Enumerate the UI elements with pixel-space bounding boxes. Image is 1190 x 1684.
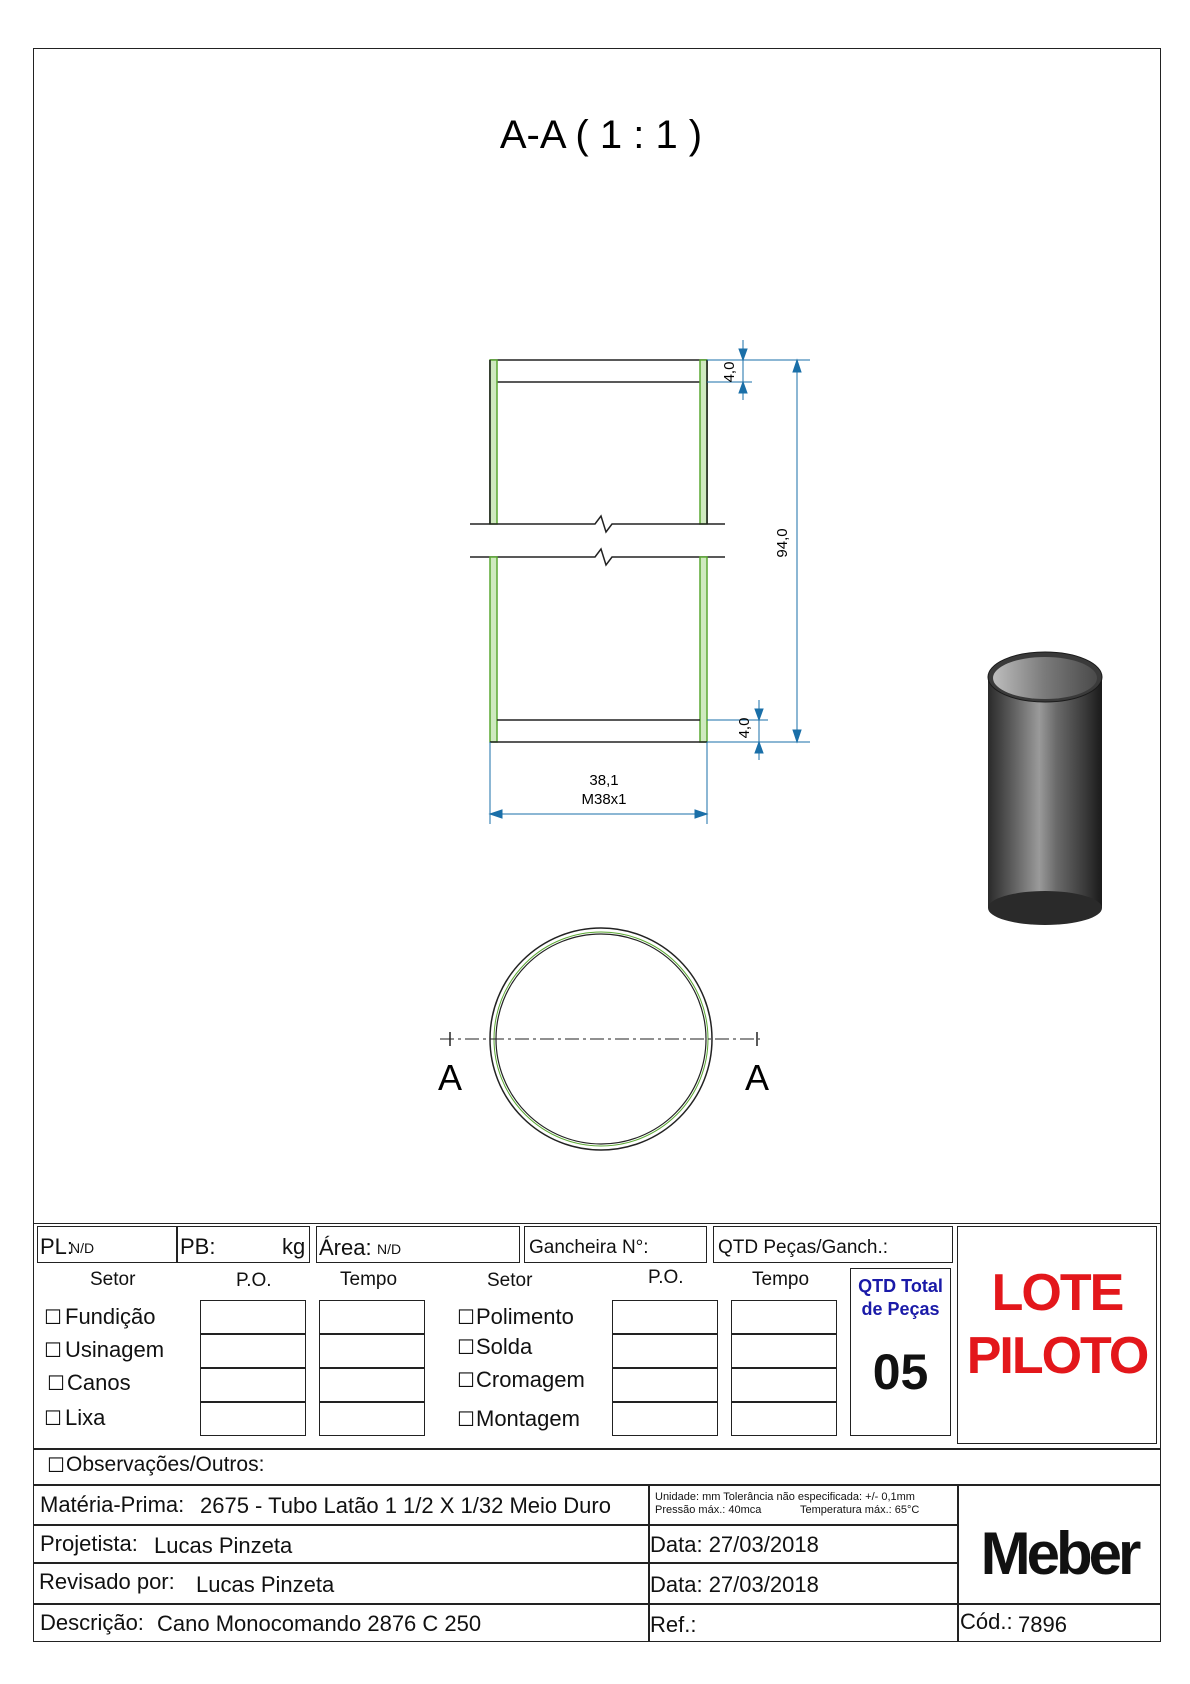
tempo-input-right-2[interactable] <box>731 1368 837 1402</box>
qtd-ganch-box <box>713 1226 953 1263</box>
tempo-input-right-3[interactable] <box>731 1402 837 1436</box>
checkbox-icon[interactable]: ☐ <box>457 1335 475 1359</box>
sector-label: Solda <box>476 1334 533 1359</box>
qtd-total-line1: QTD Total <box>858 1276 943 1296</box>
po-input-left-2[interactable] <box>200 1368 306 1402</box>
sector-label: Cromagem <box>476 1367 585 1392</box>
cod-label: Cód.: <box>960 1609 1013 1634</box>
view-title: A-A ( 1 : 1 ) <box>499 113 703 157</box>
observacoes-label: Observações/Outros: <box>66 1453 265 1476</box>
gancheira-box <box>524 1226 707 1263</box>
tempo-input-left-0[interactable] <box>319 1300 425 1334</box>
descricao-label: Descrição: <box>40 1610 144 1635</box>
materia-value: 2675 - Tubo Latão 1 1/2 X 1/32 Meio Duro <box>200 1493 611 1518</box>
col-po-right: P.O. <box>648 1267 684 1288</box>
dim-length: 94,0 <box>774 528 791 558</box>
section-mark-right: A <box>744 1057 770 1098</box>
area-box <box>316 1226 520 1263</box>
po-input-right-2[interactable] <box>612 1368 718 1402</box>
tempo-input-left-2[interactable] <box>319 1368 425 1402</box>
pl-value: N/D <box>70 1240 95 1256</box>
checkbox-icon[interactable]: ☐ <box>47 1371 65 1395</box>
col-setor-left: Setor <box>90 1269 136 1290</box>
descricao-value: Cano Monocomando 2876 C 250 <box>157 1611 482 1636</box>
col-tempo-left: Tempo <box>340 1269 398 1290</box>
sector-label: Usinagem <box>65 1337 165 1362</box>
po-input-right-3[interactable] <box>612 1402 718 1436</box>
po-input-right-0[interactable] <box>612 1300 718 1334</box>
gancheira-label: Gancheira N°: <box>529 1237 649 1258</box>
revisado-label: Revisado por: <box>39 1569 175 1594</box>
po-input-left-1[interactable] <box>200 1334 306 1368</box>
notes-line1: Unidade: mm Tolerância não especificada: +/- 0,1mm <box>655 1491 915 1503</box>
checkbox-icon[interactable]: ☐ <box>457 1407 475 1431</box>
checkbox-icon[interactable]: ☐ <box>44 1305 62 1329</box>
checkbox-icon[interactable]: ☐ <box>457 1305 475 1329</box>
pl-box <box>37 1226 177 1263</box>
checkbox-icon[interactable]: ☐ <box>457 1368 475 1392</box>
qtd-total-box <box>850 1268 951 1436</box>
sector-label: Montagem <box>476 1406 580 1431</box>
sector-label: Lixa <box>65 1405 106 1430</box>
divider <box>33 1562 957 1564</box>
section-view <box>470 360 725 742</box>
tube-3d-icon <box>988 652 1102 925</box>
notes-line2a: Pressão máx.: 40mca <box>655 1504 762 1516</box>
tempo-input-right-0[interactable] <box>731 1300 837 1334</box>
checkbox-icon[interactable]: ☐ <box>44 1338 62 1362</box>
lote-line1: LOTE <box>991 1264 1123 1322</box>
po-input-right-1[interactable] <box>612 1334 718 1368</box>
lote-line2: PILOTO <box>966 1327 1148 1385</box>
checkbox-icon[interactable]: ☐ <box>44 1406 62 1430</box>
dim-wall-top: 4,0 <box>721 361 738 383</box>
dim-diameter: 38,1 <box>589 772 619 789</box>
tempo-input-right-1[interactable] <box>731 1334 837 1368</box>
qtd-total-line2: de Peças <box>861 1299 940 1319</box>
col-tempo-right: Tempo <box>752 1269 810 1290</box>
data-revisado: Data: 27/03/2018 <box>650 1572 819 1597</box>
revisado-value: Lucas Pinzeta <box>196 1572 335 1597</box>
sector-label: Polimento <box>476 1304 574 1329</box>
divider <box>648 1524 957 1526</box>
tempo-input-left-3[interactable] <box>319 1402 425 1436</box>
notes-line2b: Temperatura máx.: 65°C <box>800 1504 920 1516</box>
materia-label: Matéria-Prima: <box>40 1492 185 1517</box>
lote-piloto-box <box>957 1226 1157 1444</box>
qtd-total-value: 05 <box>872 1344 929 1400</box>
divider <box>33 1484 1161 1486</box>
pb-unit: kg <box>282 1234 306 1259</box>
dim-wall-bottom: 4,0 <box>736 717 753 739</box>
qtd-ganch-label: QTD Peças/Ganch.: <box>718 1237 889 1258</box>
area-value: N/D <box>377 1241 402 1257</box>
data-projetista: Data: 27/03/2018 <box>650 1532 819 1557</box>
sector-label: Canos <box>67 1370 131 1395</box>
po-input-left-0[interactable] <box>200 1300 306 1334</box>
checkbox-icon[interactable]: ☐ <box>47 1453 65 1477</box>
divider <box>33 1603 1161 1605</box>
front-view <box>437 928 760 1150</box>
tempo-input-left-1[interactable] <box>319 1334 425 1368</box>
col-po-left: P.O. <box>236 1270 272 1291</box>
po-input-left-3[interactable] <box>200 1402 306 1436</box>
pb-label: PB: <box>180 1234 216 1259</box>
section-mark-left: A <box>437 1057 463 1098</box>
meber-logo: Meber <box>980 1520 1138 1587</box>
divider <box>33 1448 1161 1450</box>
pl-label: PL: <box>40 1234 74 1259</box>
pb-box <box>177 1226 310 1263</box>
dim-thread: M38x1 <box>581 791 627 808</box>
projetista-value: Lucas Pinzeta <box>154 1533 293 1558</box>
ref-label: Ref.: <box>650 1612 697 1637</box>
cod-value: 7896 <box>1018 1612 1067 1637</box>
sector-label: Fundição <box>65 1304 156 1329</box>
col-setor-right: Setor <box>487 1270 533 1291</box>
projetista-label: Projetista: <box>40 1531 138 1556</box>
area-label: Área: <box>319 1235 372 1260</box>
dimension-lines <box>490 340 810 824</box>
